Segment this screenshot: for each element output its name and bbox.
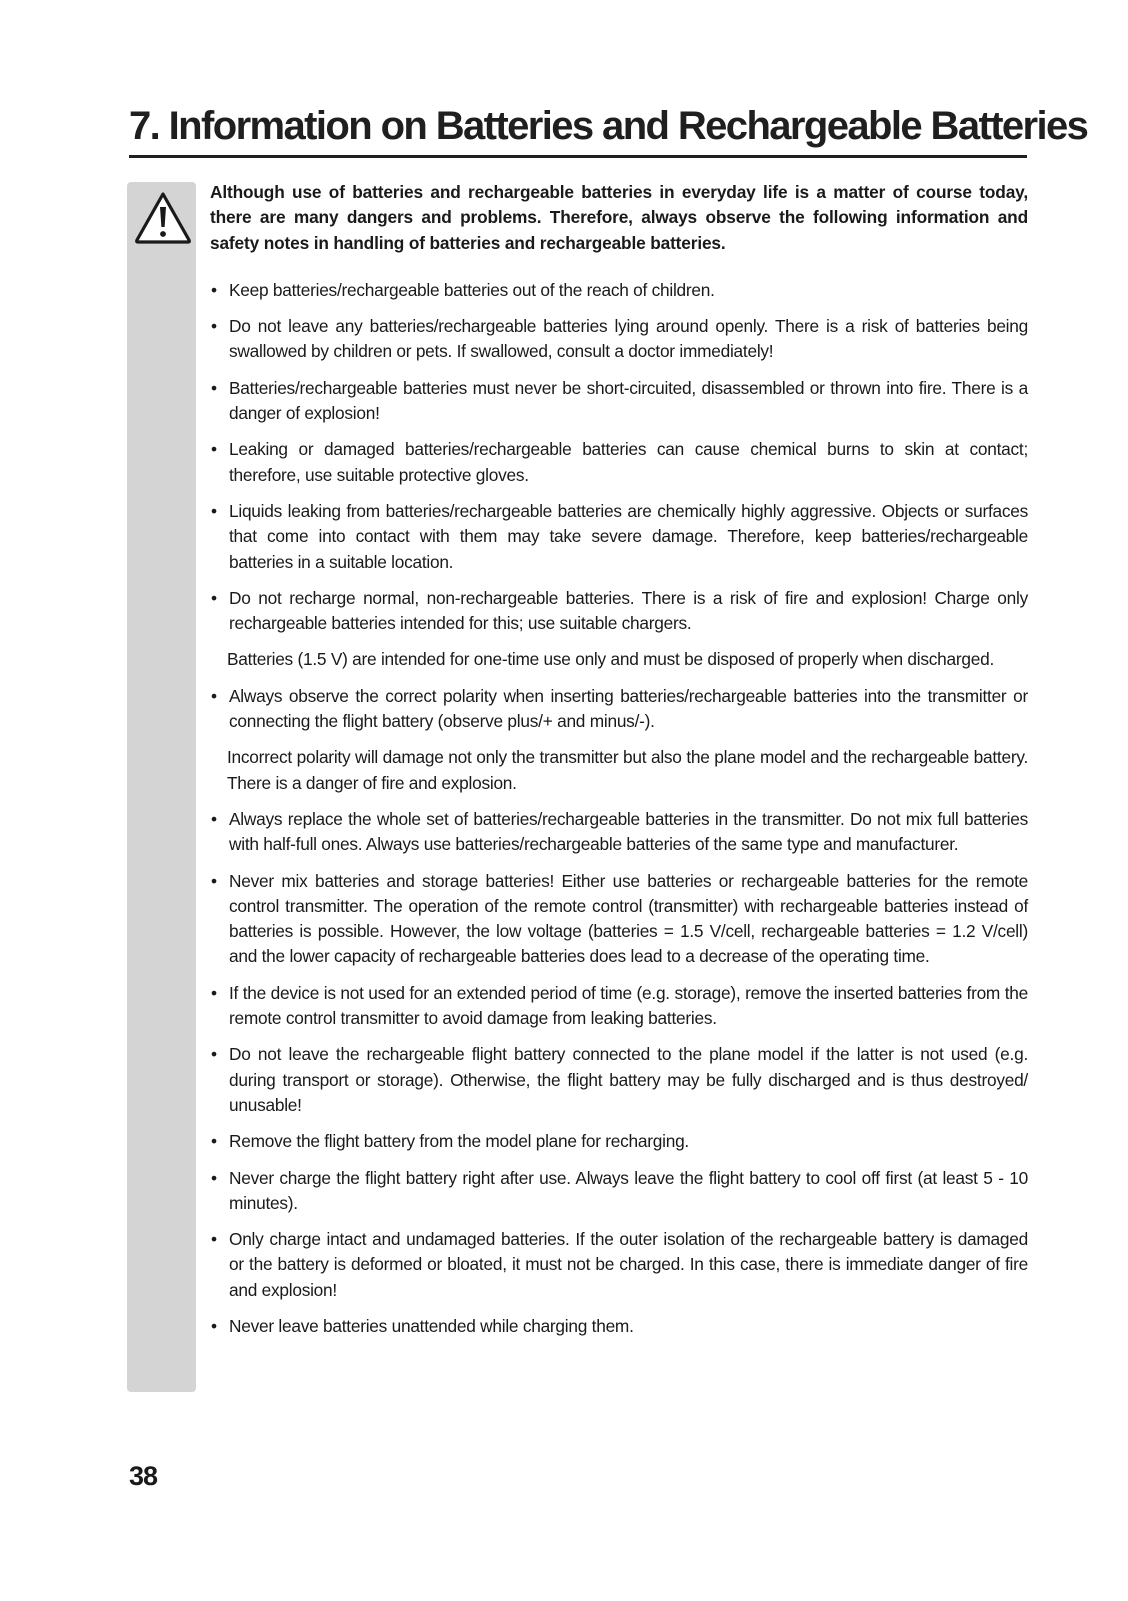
warning-sidebar xyxy=(127,182,196,1392)
list-item: • Never charge the flight battery right after use. Always leave the flight battery to cool off first (at least 5 - 10 minutes). xyxy=(210,1166,1028,1217)
list-item: • If the device is not used for an extended period of time (e.g. storage), remove the inserted batteries from the remote control transmitter to avoid damage from leaking batteries. xyxy=(210,981,1028,1032)
list-item-note: Incorrect polarity will damage not only the transmitter but also the plane model and the rechargeable battery. There is a danger of fire and explosion. xyxy=(227,747,1028,793)
list-item: • Always replace the whole set of batteries/rechargeable batteries in the transmitter. Do not mix full batteries with half-full ones. Always use batteries/rechargeable batteries of the same type and manufacturer. xyxy=(210,807,1028,858)
list-item: • Only charge intact and undamaged batteries. If the outer isolation of the rechargeable battery is damaged or the battery is deformed or bloated, it must not be charged. In this case, there is immediate danger of fire and explosion! xyxy=(210,1227,1028,1303)
list-item: • Always observe the correct polarity when inserting batteries/rechargeable batteries into the transmitter or connecting the flight battery (observe plus/+ and minus/-). xyxy=(210,684,1028,735)
list-item: • Do not recharge normal, non-rechargeable batteries. There is a risk of fire and explosion! Charge only rechargeable batteries intended for this; use suitable chargers. xyxy=(210,586,1028,637)
list-item: • Keep batteries/rechargeable batteries out of the reach of children. xyxy=(210,278,1028,303)
warning-triangle-icon xyxy=(133,190,193,246)
list-item: • Do not leave any batteries/rechargeable batteries lying around openly. There is a risk of batteries being swallowed by children or pets. If swallowed, consult a doctor immediately! xyxy=(210,314,1028,365)
list-item: • Do not leave the rechargeable flight battery connected to the plane model if the latter is not used (e.g. during transport or storage). Otherwise, the flight battery may be fully discharged and is thus destroyed/ unusable! xyxy=(210,1042,1028,1118)
list-item-note: Batteries (1.5 V) are intended for one-time use only and must be disposed of properly when discharged. xyxy=(227,649,995,670)
list-item: • Leaking or damaged batteries/rechargeable batteries can cause chemical burns to skin at contact; therefore, use suitable protective gloves. xyxy=(210,437,1028,488)
list-item: • Liquids leaking from batteries/rechargeable batteries are chemically highly aggressive. Objects or surfaces that come into contact with them may take severe damage. Therefore, keep batteries/rechargeable batteries in a suitable location. xyxy=(210,499,1028,575)
page-number: 38 xyxy=(129,1461,158,1491)
intro-paragraph: Although use of batteries and rechargeable batteries in everyday life is a matter of course today, there are many dangers and problems. Therefore, always observe the following information and safety notes in handling of batteries and rechargeable batteries. xyxy=(210,182,1028,253)
page-title: 7. Information on Batteries and Rechargeable Batteries xyxy=(129,104,1088,148)
list-item: • Never mix batteries and storage batteries! Either use batteries or rechargeable batteries for the remote control transmitter. The operation of the remote control (transmitter) with rechargeable batteries instead of batteries is possible. However, the low voltage (batteries = 1.5 V/cell, rechargeable batteries = 1.2 V/cell) and the lower capacity of rechargeable batteries does lead to a decrease of the operating time. xyxy=(210,869,1028,970)
safety-notes-list xyxy=(210,278,1028,1339)
title-underline xyxy=(129,155,1027,158)
safety-notes-section xyxy=(210,180,1028,1350)
list-item: • Never leave batteries unattended while charging them. xyxy=(210,1314,1028,1339)
list-item: • Batteries/rechargeable batteries must never be short-circuited, disassembled or thrown into fire. There is a danger of explosion! xyxy=(210,376,1028,427)
list-item: • Remove the flight battery from the model plane for recharging. xyxy=(210,1129,1028,1154)
